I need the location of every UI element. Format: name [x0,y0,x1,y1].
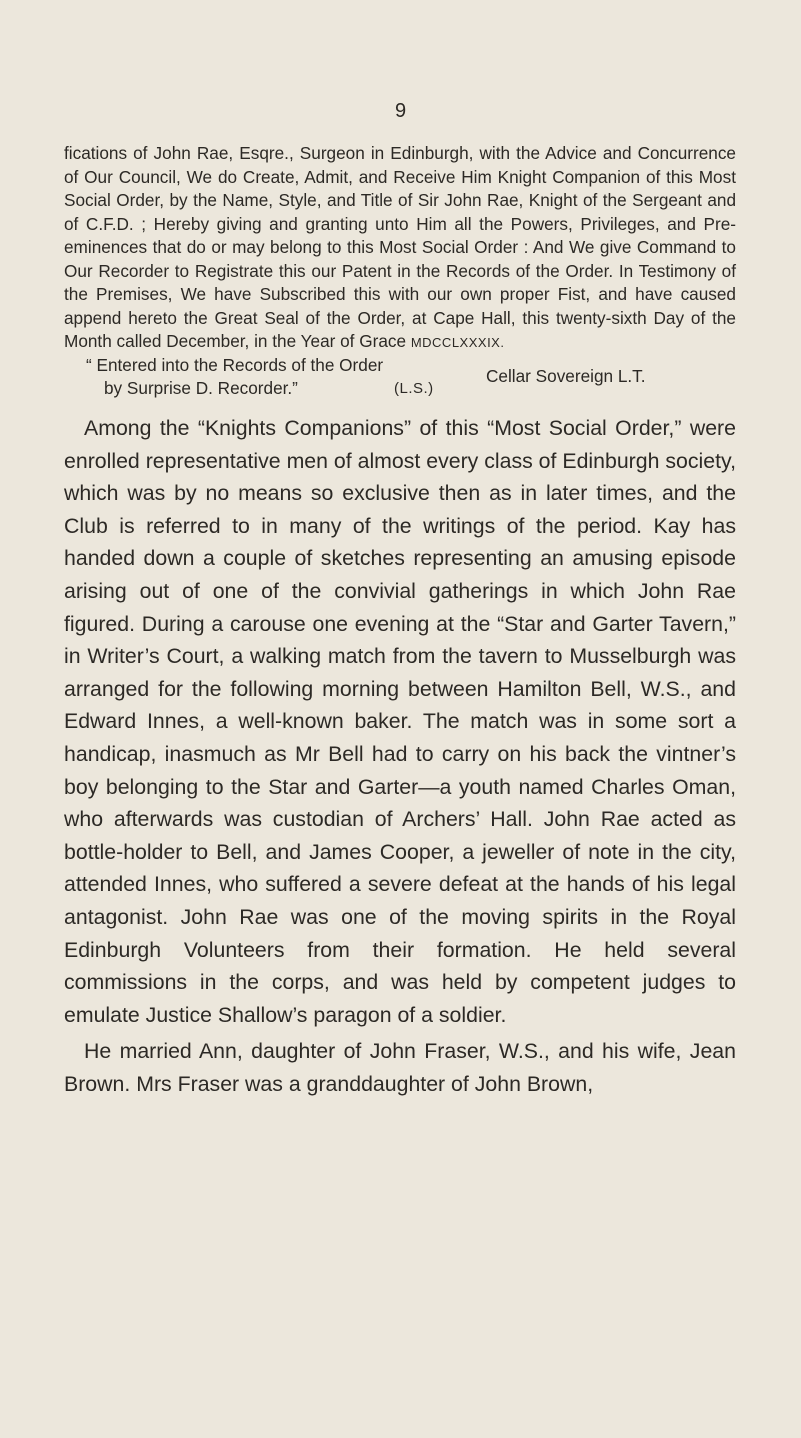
recorder-entry-line-2: by Surprise D. Recorder.” [104,378,298,398]
paragraph-marriage: He married Ann, daughter of John Fraser, W.S., and his wife, Jean Brown. Mrs Fraser was a granddaughter of John Brown, [64,1039,736,1096]
patent-body: fications of John Rae, Esqre., Surgeon in Edinburgh, with the Advice and Concurrence of Our Council, We do Create, Admit, and Receive Him Knight Companion of this Most Social Order, by the Name, Style, and Title of Sir John Rae, Knight of the Sergeant and of C.F.D. ; Hereby giving and granting unto Him all the Powers, Privileges, and Pre-eminences that do or may belong to this Most Social Order : And We give Command to Our Recorder to Registrate this our Patent in the Records of the Order. In Testimony of the Premises, We have Subscribed this with our own proper Fist, and have caused append hereto the Great Seal of the Order, at Cape Hall, this twenty-sixth Day of the Month called December, in the Year of Grace [64,143,736,351]
signature-block [64,354,736,402]
recorder-entry [86,354,383,400]
patent-excerpt [64,142,736,355]
recorder-entry-line-1: “ Entered into the Records of the Order [86,355,384,375]
main-text [64,412,736,1100]
page-number: 9 [394,100,407,122]
seal-mark: (L.S.) [394,380,434,397]
patent-year: MDCCLXXXIX. [410,335,505,350]
signer-name: Cellar Sovereign L.T. [486,366,646,386]
paragraph-knights-companions: Among the “Knights Companions” of this “Most Social Order,” were enrolled representative men of almost every class of Edinburgh society, which was by no means so exclusive then as in later times, and the Club is referred to in many of the writings of the period. Kay has handed down a couple of sketches representing an amusing episode arising out of one of the convivial gatherings in which John Rae figured. During a carouse one evening at the “Star and Garter Tavern,” in Writer’s Court, a walking match from the tavern to Musselburgh was arranged for the following morning between Hamilton Bell, W.S., and Edward Innes, a well-known baker. The match was in some sort a handicap, inasmuch as Mr Bell had to carry on his back the vintner’s boy belonging to the Star and Garter—a youth named Charles Oman, who afterwards was custodian of Archers’ Hall. John Rae acted as bottle-holder to Bell, and James Cooper, a jeweller of note in the city, attended Innes, who suffered a severe defeat at the hands of his legal antagonist. John Rae was one of the moving spirits in the Royal Edinburgh Volunteers from their formation. He held several commissions in the corps, and was held by competent judges to emulate Justice Shallow’s paragon of a soldier. [64,416,736,1027]
